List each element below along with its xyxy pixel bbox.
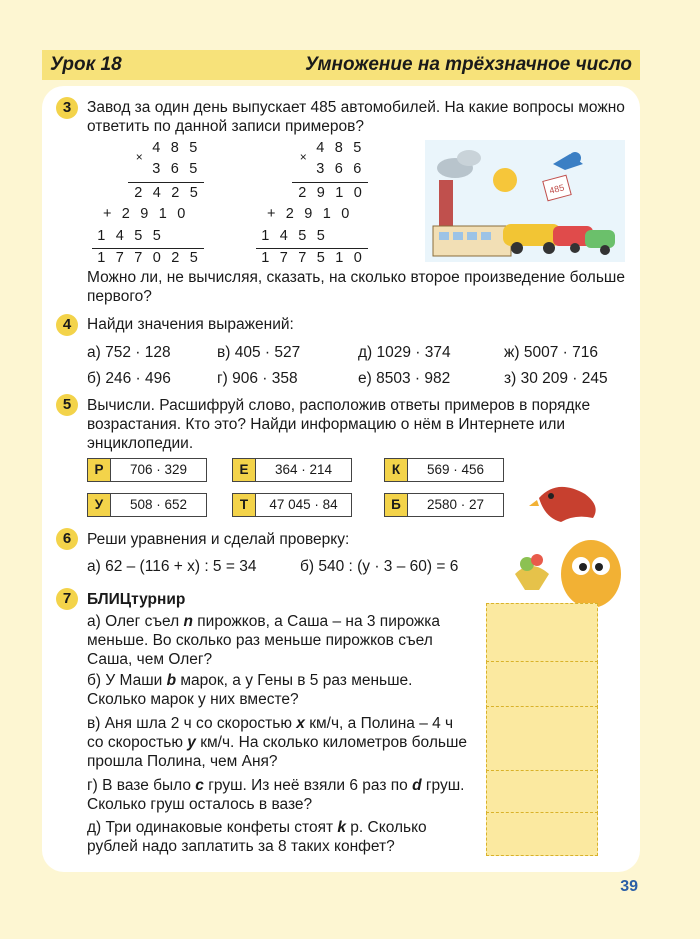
cipher-card: Б 2580 · 27	[384, 493, 504, 517]
mul2-factor-a: 4 8 5	[316, 140, 362, 156]
task-4-text: Найди значения выражений:	[87, 316, 294, 333]
answer-box-v[interactable]	[486, 706, 598, 772]
expression-b: б) 246 · 496	[87, 370, 171, 387]
cipher-card: К 569 · 456	[384, 458, 504, 482]
expression-z: з) 30 209 · 245	[504, 370, 608, 387]
equation-a: а) 62 – (116 + x) : 5 = 34	[87, 558, 257, 575]
mul2-partial-3: 1 4 5 5	[261, 228, 325, 244]
mul1-result: 1 7 7 0 2 5	[97, 250, 198, 266]
equation-b: б) 540 : (y · 3 – 60) = 6	[300, 558, 459, 575]
svg-text:485: 485	[548, 182, 566, 196]
task-6-text: Реши уравнения и сделай проверку:	[87, 531, 350, 548]
answer-box-g[interactable]	[486, 770, 598, 814]
owl-icon	[561, 540, 621, 608]
mul2-result: 1 7 7 5 1 0	[261, 250, 362, 266]
owl-parrot-illustration	[505, 478, 625, 608]
chimney-icon	[439, 180, 453, 230]
expression-a: а) 752 · 128	[87, 344, 171, 361]
mul1-partial-2: + 2 9 1 0	[103, 206, 186, 222]
sun-icon	[493, 168, 517, 192]
lesson-header	[42, 50, 640, 80]
page-number: 39	[620, 878, 638, 895]
task-number-5: 5	[56, 394, 78, 416]
blitz-question-v: в) Аня шла 2 ч со скоростью x км/ч, а Полина – 4 ч со скоростью y км/ч. На сколько километров больше прошла Полина, чем Аня?	[87, 715, 468, 770]
times-sign: ×	[135, 150, 143, 164]
mul1-partial-3: 1 4 5 5	[97, 228, 161, 244]
mul1-partial-1: 2 4 2 5	[134, 185, 198, 201]
fruit-bowl-icon	[515, 566, 549, 590]
cipher-card: У 508 · 652	[87, 493, 207, 517]
answer-box-a[interactable]	[486, 603, 598, 663]
times-sign-2: ×	[299, 150, 307, 164]
mul2-factor-b: 3 6 6	[316, 161, 362, 177]
task-number-6: 6	[56, 528, 78, 550]
mul2-partial-2: + 2 9 1 0	[267, 206, 350, 222]
answer-box-d[interactable]	[486, 812, 598, 856]
expression-d: д) 1029 · 374	[358, 344, 451, 361]
mul1-factor-a: 4 8 5	[152, 140, 198, 156]
task-5-text: Вычисли. Расшифруй слово, расположив ответы примеров в порядке возрастания. Кто это? Найди информацию о нём в Интернете или энциклопедии.	[87, 397, 591, 452]
blitz-question-b: б) У Маши b марок, а у Гены в 5 раз меньше. Сколько марок у них вместе?	[87, 672, 413, 708]
expression-g: г) 906 · 358	[217, 370, 298, 387]
car-icon	[503, 224, 561, 246]
blitz-question-d: д) Три одинаковые конфеты стоят k р. Сколько рублей надо заплатить за 8 таких конфет?	[87, 819, 427, 855]
parrot-icon	[539, 487, 596, 522]
blitz-question-g: г) В вазе было c груш. Из неё взяли 6 раз по d груш. Сколько груш осталось в вазе?	[87, 777, 465, 813]
cipher-card: Е 364 · 214	[232, 458, 352, 482]
mul1-factor-b: 3 6 5	[152, 161, 198, 177]
expression-e: е) 8503 · 982	[358, 370, 451, 387]
expression-zh: ж) 5007 · 716	[504, 344, 598, 361]
task-3-text: Завод за один день выпускает 485 автомобилей. На какие вопросы можно ответить по данной записи примеров?	[87, 99, 625, 135]
task-7-title: БЛИЦтурнир	[87, 591, 186, 608]
mul2-partial-1: 2 9 1 0	[298, 185, 362, 201]
factory-illustration	[425, 140, 625, 262]
cipher-card: Т 47 045 · 84	[232, 493, 352, 517]
lesson-topic: Умножение на трёхзначное число	[305, 54, 632, 75]
task-3-question: Можно ли, не вычисляя, сказать, на сколько второе произведение больше первого?	[87, 269, 625, 305]
answer-box-b[interactable]	[486, 661, 598, 708]
task-number-7: 7	[56, 588, 78, 610]
task-number-3: 3	[56, 97, 78, 119]
task-number-4: 4	[56, 314, 78, 336]
expression-v: в) 405 · 527	[217, 344, 301, 361]
cipher-card: Р 706 · 329	[87, 458, 207, 482]
blitz-question-a: а) Олег съел n пирожков, а Саша – на 3 пирожка меньше. Во сколько раз меньше пирожков съел Саша, чем Олег?	[87, 613, 441, 668]
lesson-title: Урок 18	[50, 54, 122, 75]
